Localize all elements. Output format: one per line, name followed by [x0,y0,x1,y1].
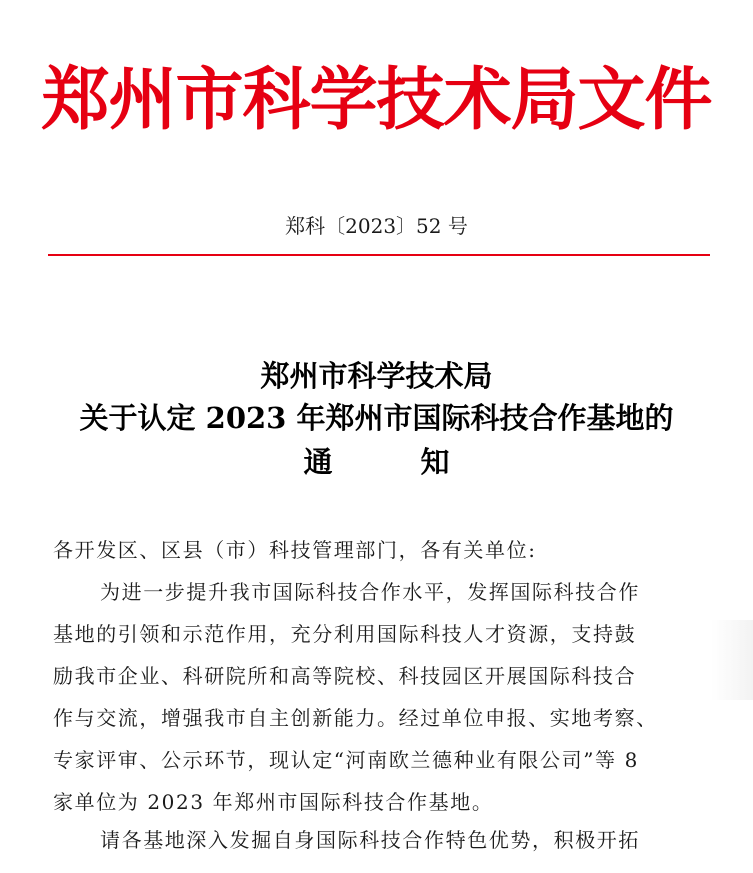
paragraph-1-line-2: 基地的引领和示范作用，充分利用国际科技人才资源，支持鼓 [53,622,637,646]
page-edge-shadow [711,620,753,700]
red-divider-line [48,254,710,256]
paragraph-1-line-6: 家单位为 2023 年郑州市国际科技合作基地。 [53,790,494,814]
paragraph-2-line-1: 请各基地深入发掘自身国际科技合作特色优势，积极开拓 [100,828,640,852]
notice-title-char-left: 通 [303,445,333,479]
paragraph-1-line-4: 作与交流，增强我市自主创新能力。经过单位申报、实地考察、 [53,706,658,730]
paragraph-1-line-3: 励我市企业、科研院所和高等院校、科技园区开展国际科技合 [53,664,637,688]
notice-title-line-2: 关于认定 2023 年郑州市国际科技合作基地的 [79,401,674,435]
paragraph-1-line-1: 为进一步提升我市国际科技合作水平，发挥国际科技合作 [100,580,640,604]
document-number: 郑科〔2023〕52 号 [285,214,468,238]
addressee-line: 各开发区、区县（市）科技管理部门，各有关单位: [53,538,537,562]
notice-title-char-right: 知 [420,445,450,479]
notice-title-line-3 [0,445,753,479]
notice-title-line-1: 郑州市科学技术局 [260,359,493,393]
paragraph-1-line-5: 专家评审、公示环节，现认定“河南欧兰德种业有限公司”等 8 [53,748,639,772]
document-header-title: 郑州市科学技术局文件 [41,60,712,140]
